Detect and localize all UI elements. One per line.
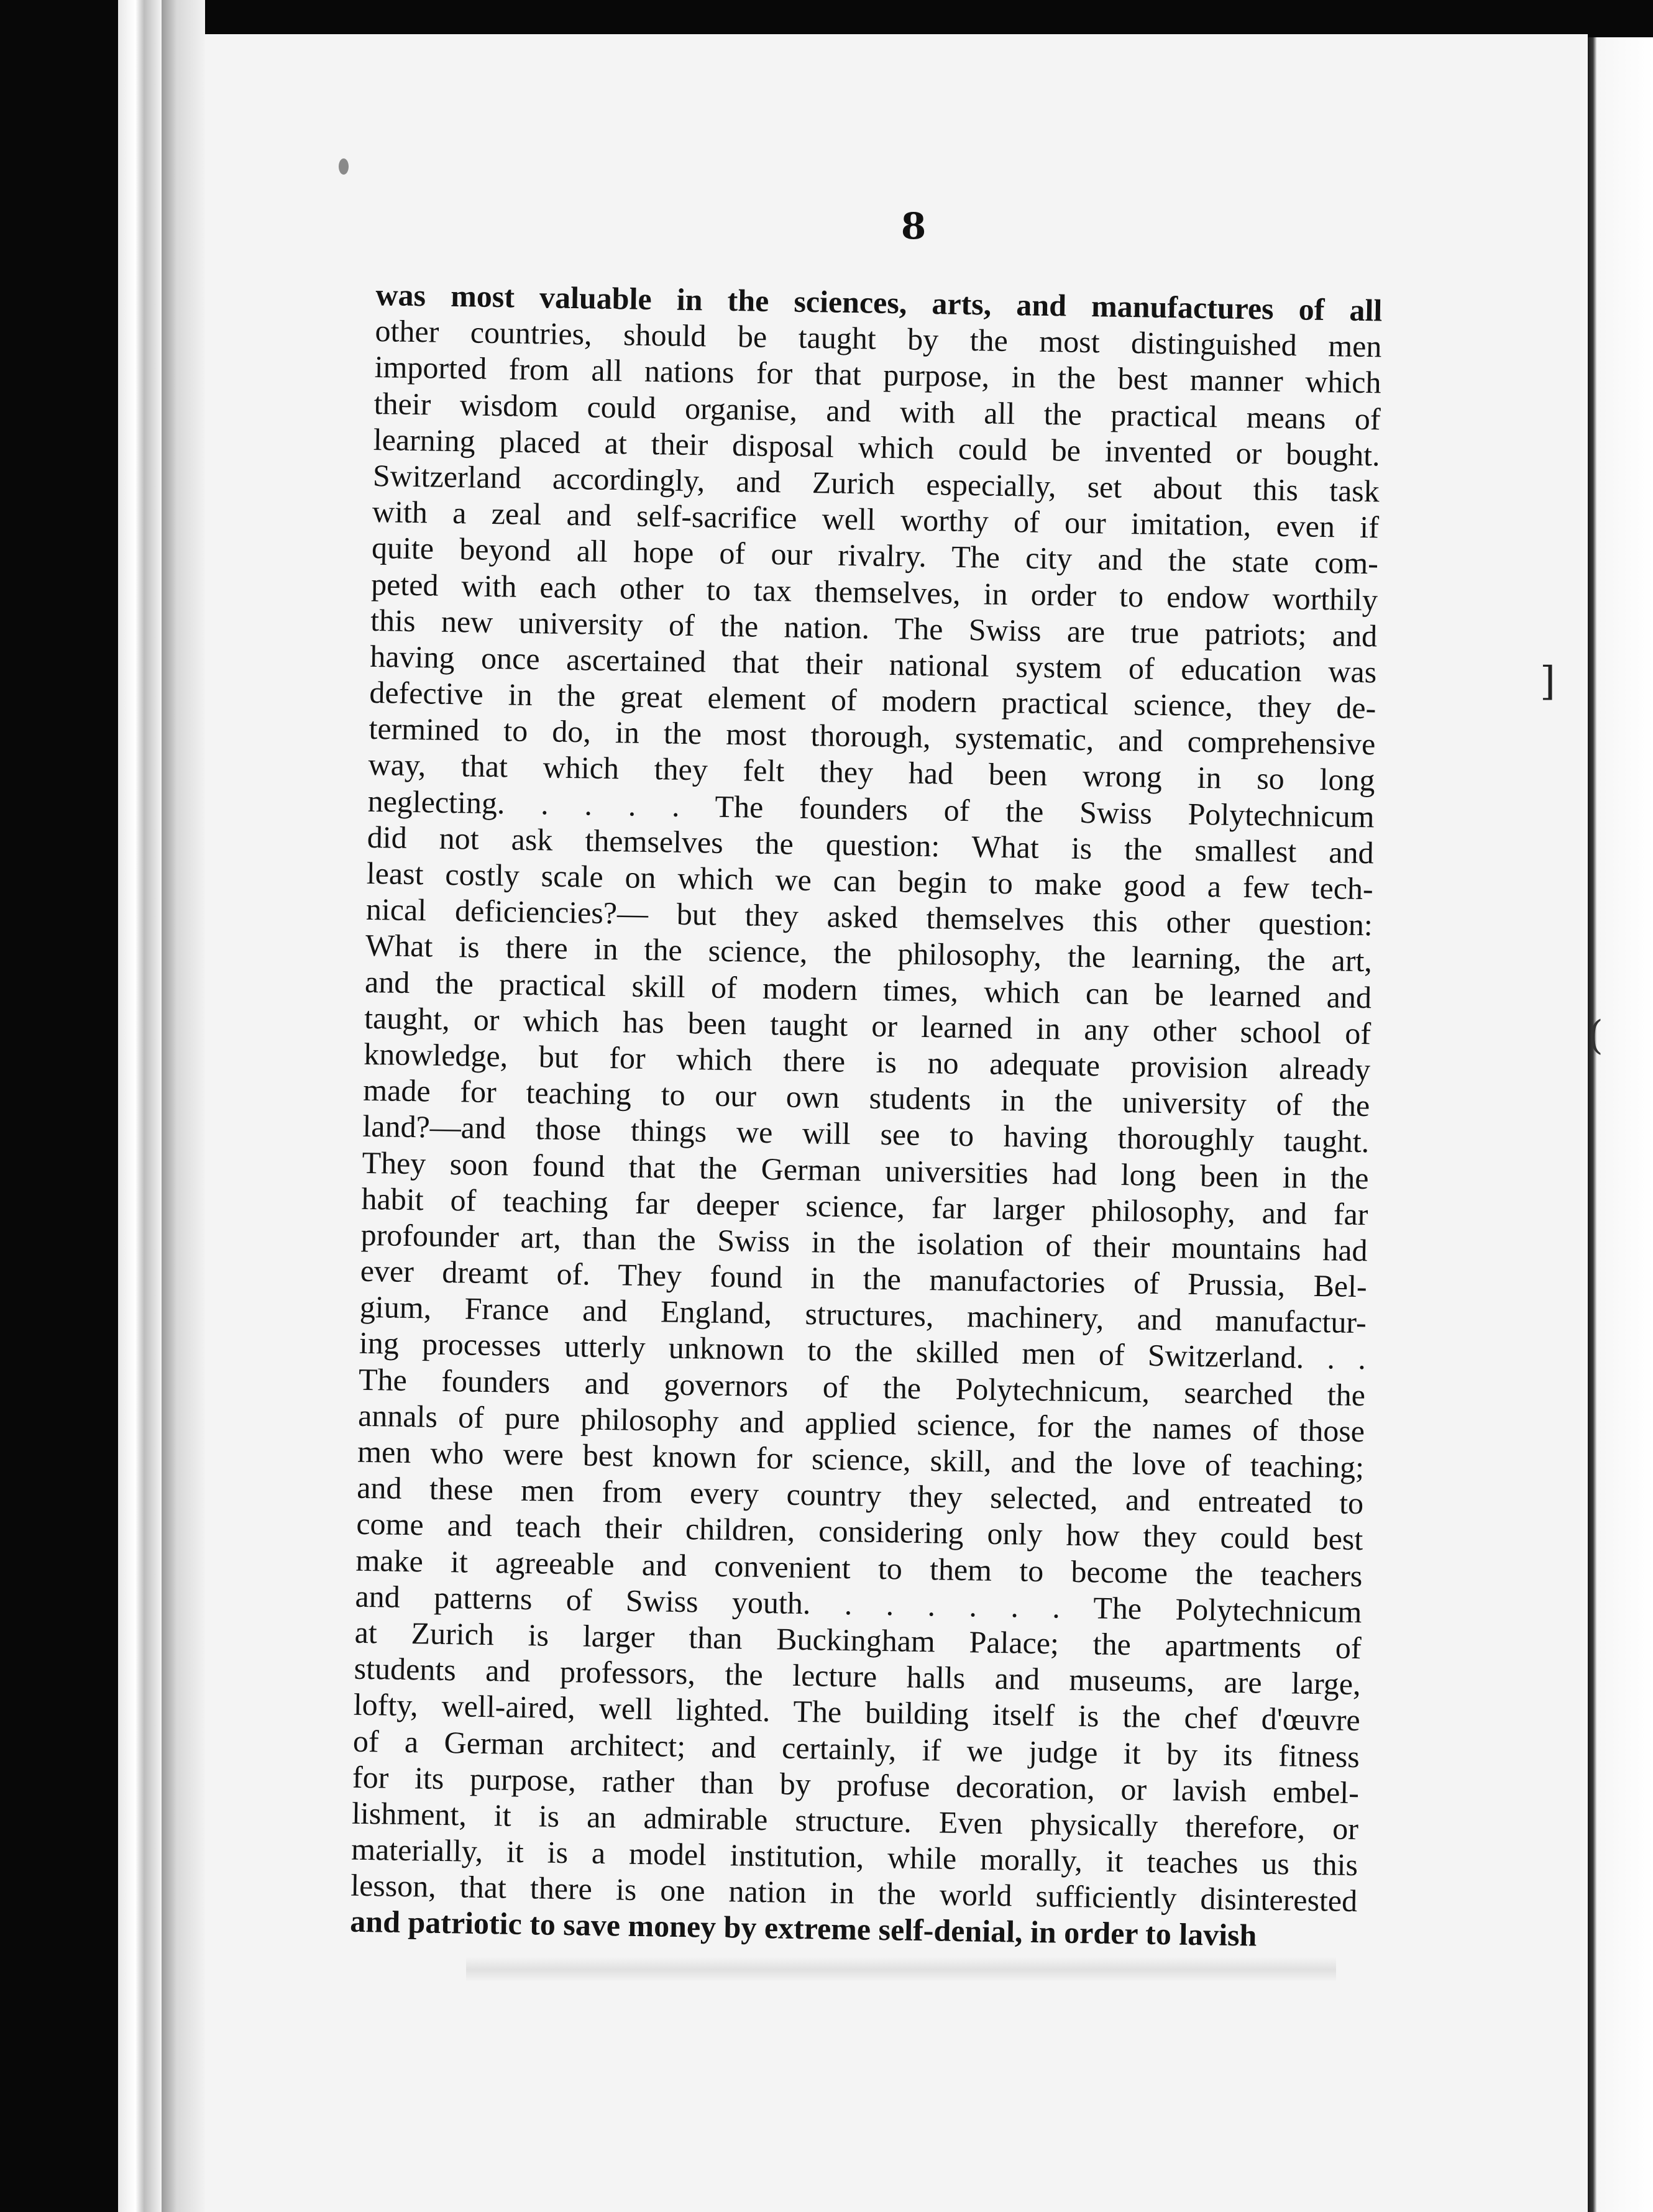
text-line: land?—and those things we will see to having thoroughly taught. — [362, 1108, 1370, 1159]
margin-mark-paren: ( — [1588, 1013, 1603, 1059]
text-line: and patriotic to save money by extreme self-denial, in order to lavish — [349, 1904, 1257, 1954]
text-line: ing processes utterly unknown to the skilled men of Switzerland. . . — [359, 1325, 1367, 1376]
text-line: imported from all nations for that purpose, in the best manner which — [374, 349, 1381, 400]
bleed-through-smudge — [466, 1957, 1336, 1982]
text-line: nical deficiencies?— but they asked themselves this other question: — [365, 892, 1373, 943]
margin-mark-bracket: ] — [1540, 659, 1555, 705]
page-number: 8 — [900, 205, 927, 247]
text-line: quite beyond all hope of our rivalry. The city and the state com- — [371, 530, 1379, 581]
text-line: students and professors, the lecture halls and museums, are large, — [354, 1650, 1362, 1702]
text-line: make it agreeable and convenient to them to become the teachers — [355, 1542, 1363, 1593]
text-line: least costly scale on which we can begin to make good a few tech- — [366, 855, 1374, 907]
text-line: their wisdom could organise, and with all the practical means of — [373, 385, 1381, 436]
text-line: with a zeal and self-sacrifice well worthy of our imitation, even if — [372, 494, 1380, 545]
text-line: peted with each other to tax themselves, in order to endow worthily — [370, 566, 1378, 617]
text-line: of a German architect; and certainly, if we judge it by its fitness — [352, 1723, 1360, 1774]
text-line: profounder art, than the Swiss in the isolation of their mountains had — [360, 1217, 1368, 1268]
text-line: annals of pure philosophy and applied science, for the names of those — [357, 1397, 1365, 1449]
text-line: learning placed at their disposal which could be invented or bought. — [373, 421, 1381, 473]
text-line: come and teach their children, considering only how they could best — [356, 1506, 1363, 1557]
text-line: neglecting. . . . . The founders of the Swiss Polytechnicum — [367, 783, 1375, 834]
text-line: The founders and governors of the Polytechnicum, searched the — [358, 1361, 1366, 1412]
text-line: What is there in the science, the philosophy, the learning, the art, — [365, 928, 1373, 979]
text-line: other countries, should be taught by the most distinguished men — [375, 313, 1382, 364]
adjacent-page-edge — [1588, 37, 1653, 2212]
text-line: habit of teaching far deeper science, far larger philosophy, and far — [361, 1181, 1368, 1232]
ink-speck — [339, 158, 349, 175]
text-line: was most valuable in the sciences, arts, and manufactures of all — [375, 276, 1383, 328]
text-line: at Zurich is larger than Buckingham Palace; the apartments of — [354, 1614, 1362, 1666]
text-line: Switzerland accordingly, and Zurich especially, set about this task — [372, 457, 1380, 509]
text-line: termined to do, in the most thorough, systematic, and comprehensive — [369, 711, 1376, 762]
page-gutter-shadow — [162, 0, 205, 2212]
text-line: lishment, it is an admirable structure. Even physically therefore, or — [351, 1795, 1359, 1847]
text-line: knowledge, but for which there is no adequate provision already — [363, 1036, 1371, 1087]
text-line: gium, France and England, structures, machinery, and manufactur- — [359, 1289, 1367, 1340]
text-line: defective in the great element of modern practical science, they de- — [369, 674, 1376, 726]
text-line: made for teaching to our own students in the university of the — [362, 1072, 1370, 1123]
text-line: this new university of the nation. The Swiss are true patriots; and — [370, 602, 1378, 654]
text-line: taught, or which has been taught or learned in any other school of — [364, 1000, 1371, 1051]
text-line: and these men from every country they selected, and entreated to — [356, 1469, 1364, 1521]
text-line: did not ask themselves the question: What is the smallest and — [367, 819, 1375, 871]
body-text — [350, 276, 1383, 1955]
text-line: materially, it is a model institution, while morally, it teaches us this — [350, 1831, 1358, 1883]
text-line: men who were best known for science, skill, and the love of teaching; — [357, 1433, 1365, 1485]
text-line: They soon found that the German universities had long been in the — [362, 1145, 1369, 1195]
text-line: and the practical skill of modern times, which can be learned and — [364, 964, 1372, 1015]
text-line: ever dreamt of. They found in the manufactories of Prussia, Bel- — [360, 1253, 1368, 1304]
text-line: having once ascertained that their national system of education was — [369, 638, 1377, 690]
text-line: lofty, well-aired, well lighted. The building itself is the chef d'œuvre — [353, 1687, 1361, 1738]
text-line: way, that which they felt they had been wrong in so long — [368, 747, 1375, 798]
text-line: for its purpose, rather than by profuse decoration, or lavish embel- — [352, 1759, 1360, 1810]
text-line: and patterns of Swiss youth. . . . . . . The Polytechnicum — [355, 1578, 1362, 1629]
text-line: lesson, that there is one nation in the world sufficiently disinterested — [350, 1867, 1358, 1919]
book-binding-edge — [118, 0, 162, 2212]
